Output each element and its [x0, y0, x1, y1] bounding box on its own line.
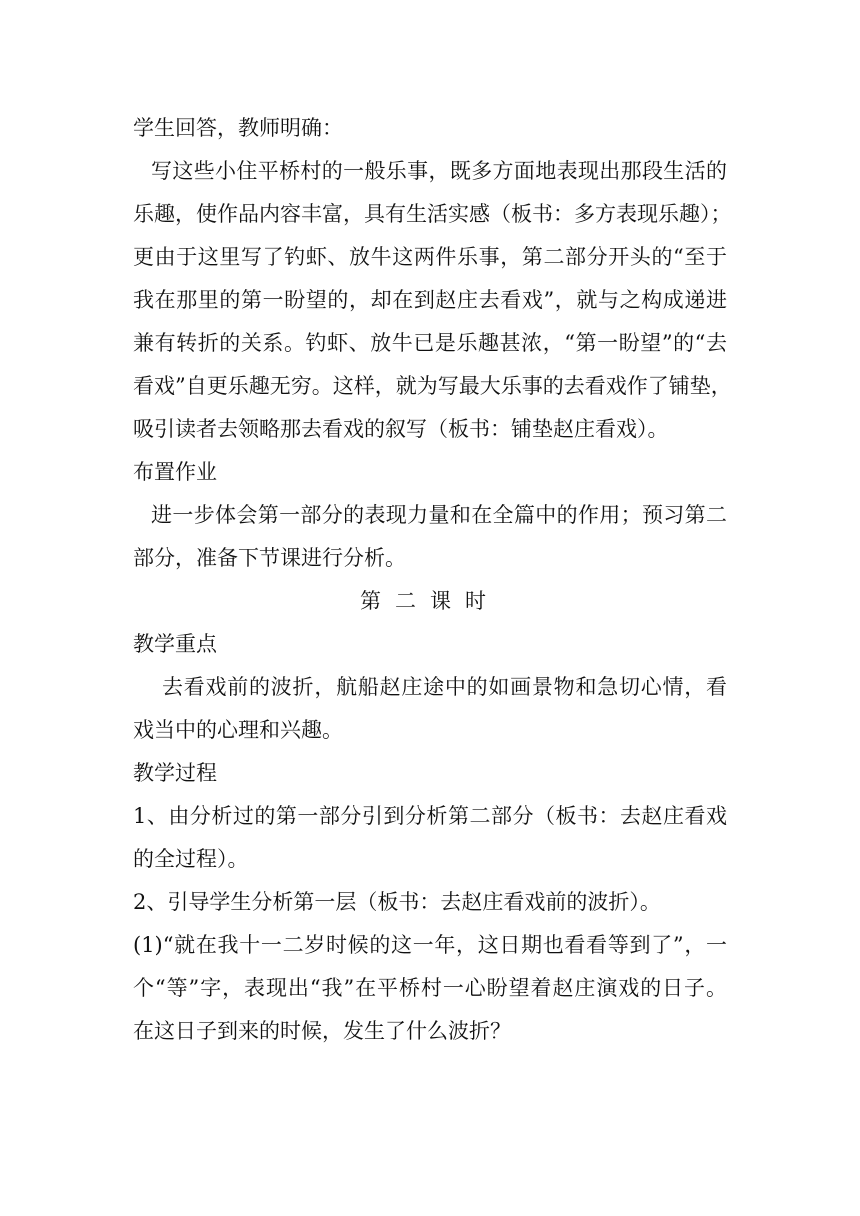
- paragraph-line: 部分，准备下节课进行分析。: [133, 546, 406, 570]
- paragraph-line: 兼有转折的关系。钓虾、放牛已是乐趣甚浓，“第一盼望”的“去: [133, 331, 727, 355]
- lesson-title: 第二课时: [360, 589, 500, 613]
- paragraph-line: 更由于这里写了钓虾、放牛这两件乐事，第二部分开头的“至于: [133, 245, 727, 269]
- paragraph-line: 写这些小住平桥村的一般乐事，既多方面地表现出那段生活的: [151, 159, 727, 183]
- section-heading-homework: 布置作业: [133, 460, 217, 484]
- numbered-item-line: 的全过程）。: [133, 847, 249, 871]
- paragraph-line: 戏当中的心理和兴趣。: [133, 718, 343, 742]
- paragraph-line: 我在那里的第一盼望的，却在到赵庄去看戏”，就与之构成递进: [133, 288, 727, 312]
- paragraph-line: 看戏”自更乐趣无穷。这样，就为写最大乐事的去看戏作了铺垫，: [133, 374, 732, 398]
- paragraph-line: 吸引读者去领略那去看戏的叙写（板书：铺垫赵庄看戏）。: [133, 417, 669, 441]
- subitem-line: (1)“就在我十一二岁时候的这一年，这日期也看看等到了”，一: [133, 933, 727, 957]
- paragraph-line: 乐趣，使作品内容丰富，具有生活实感（板书：多方表现乐趣）；: [133, 202, 732, 226]
- subitem-line: 个“等”字，表现出“我”在平桥村一心盼望着赵庄演戏的日子。: [133, 976, 727, 1000]
- paragraph-line: 去看戏前的波折，航船赵庄途中的如画景物和急切心情，看: [162, 675, 727, 699]
- subitem-line: 在这日子到来的时候，发生了什么波折？: [133, 1019, 511, 1043]
- section-heading-focus: 教学重点: [133, 632, 217, 656]
- numbered-item-line: 1、由分析过的第一部分引到分析第二部分（板书：去赵庄看戏: [133, 804, 727, 828]
- numbered-item-line: 2、引导学生分析第一层（板书：去赵庄看戏前的波折）。: [133, 890, 661, 914]
- paragraph-line: 进一步体会第一部分的表现力量和在全篇中的作用；预习第二: [151, 503, 727, 527]
- section-heading-process: 教学过程: [133, 761, 217, 785]
- text-line-student-answer: 学生回答，教师明确：: [133, 116, 343, 140]
